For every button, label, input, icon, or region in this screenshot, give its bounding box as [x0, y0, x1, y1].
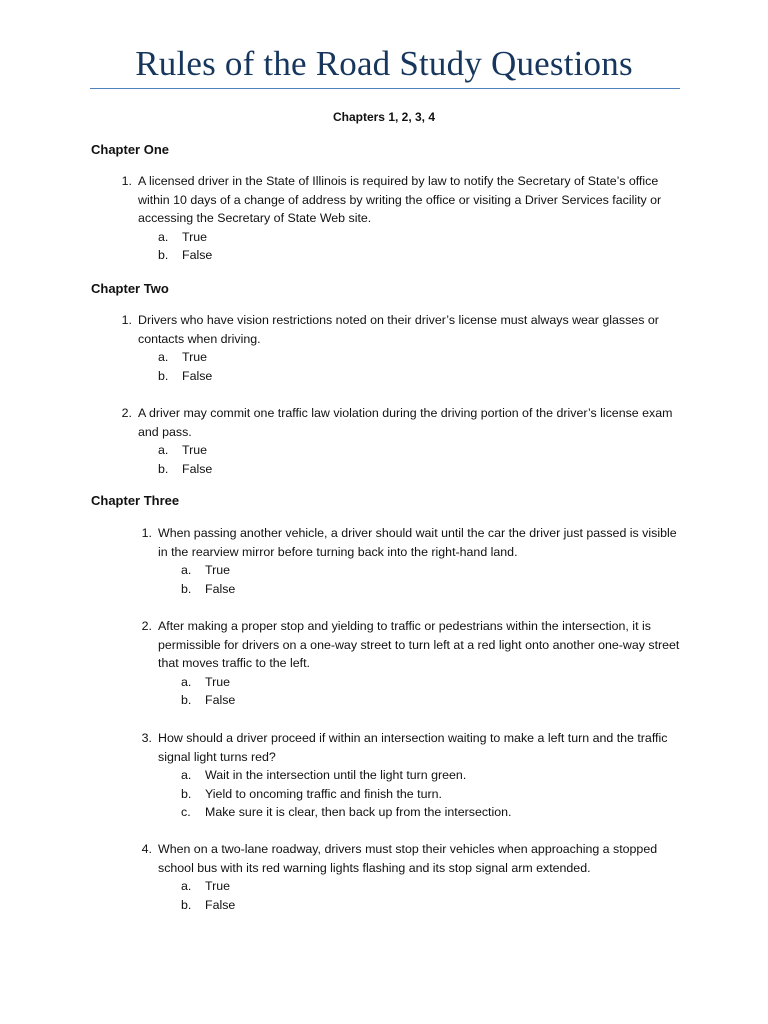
answer-options: [181, 561, 684, 598]
question-text: A licensed driver in the State of Illinois is required by law to notify the Secretary of State’s office within 10 days of a change of address by writing the office or visiting a Driver Services facility or accessing the Secretary of State Web site.: [138, 174, 662, 225]
option-text: True: [205, 563, 231, 577]
option-text: True: [182, 229, 208, 244]
answer-option: [158, 441, 684, 460]
option-letter: a.: [158, 229, 169, 244]
question-item: [114, 311, 684, 385]
question-text: A driver may commit one traffic law violation during the driving portion of the driver’s license exam and pass.: [138, 406, 673, 439]
chapter-heading: Chapter Two: [91, 281, 169, 296]
option-text: True: [182, 350, 208, 364]
answer-option: [158, 460, 684, 479]
option-letter: a.: [181, 674, 192, 689]
answer-option: [158, 367, 684, 386]
option-text: False: [182, 461, 213, 476]
option-letter: b.: [158, 461, 169, 476]
page-subtitle: Chapters 1, 2, 3, 4: [332, 110, 436, 124]
question-text: How should a driver proceed if within an intersection waiting to make a left turn and the traffic signal light turns red?: [158, 731, 668, 764]
option-letter: b.: [181, 693, 192, 707]
option-text: True: [205, 674, 231, 689]
option-letter: b.: [158, 248, 169, 262]
question-item: [134, 617, 684, 710]
option-text: False: [182, 368, 213, 383]
question-item: [114, 404, 684, 478]
answer-option: [181, 580, 684, 599]
question-number: 1.: [121, 174, 132, 188]
option-letter: a.: [181, 768, 192, 782]
question-number: 4.: [141, 842, 152, 856]
question-text: Drivers who have vision restrictions noted on their driver’s license must always wear glasses or contacts when driving.: [138, 313, 659, 346]
option-text: Yield to oncoming traffic and finish the turn.: [205, 786, 442, 801]
option-text: False: [205, 897, 236, 912]
option-text: False: [205, 693, 236, 707]
option-text: True: [205, 879, 231, 893]
question-number: 2.: [141, 619, 152, 633]
page-title: Rules of the Road Study Questions: [135, 44, 633, 83]
answer-option: [181, 896, 684, 915]
question-item: [114, 172, 684, 265]
answer-option: [181, 561, 684, 580]
chapter-heading: Chapter One: [91, 142, 170, 157]
option-letter: b.: [158, 368, 169, 383]
answer-option: [158, 228, 684, 247]
answer-options: [158, 348, 684, 385]
answer-option: [181, 877, 684, 896]
option-letter: a.: [181, 563, 192, 577]
option-letter: b.: [181, 786, 192, 801]
question-number: 1.: [141, 526, 152, 540]
answer-option: [158, 348, 684, 367]
title-divider: [90, 88, 680, 89]
answer-option: [181, 673, 684, 692]
option-letter: b.: [181, 581, 192, 596]
option-text: Make sure it is clear, then back up from the intersection.: [205, 805, 512, 819]
answer-options: [181, 766, 684, 822]
question-text: When passing another vehicle, a driver should wait until the car the driver just passed is visible in the rearview mirror before turning back into the right-hand land.: [158, 526, 677, 559]
answer-options: [181, 673, 684, 710]
question-item: [134, 729, 684, 822]
option-text: False: [182, 248, 213, 262]
option-letter: a.: [158, 443, 169, 457]
answer-option: [181, 785, 684, 804]
option-text: True: [182, 443, 208, 457]
option-letter: a.: [181, 879, 192, 893]
question-number: 3.: [141, 731, 152, 745]
question-text: After making a proper stop and yielding to traffic or pedestrians within the intersection, it is permissible for drivers on a one-way street to turn left at a red light onto another one-way street that moves traffic to the left.: [158, 619, 680, 670]
option-text: Wait in the intersection until the light turn green.: [205, 768, 467, 782]
option-letter: c.: [181, 805, 191, 819]
question-item: [134, 524, 684, 598]
answer-options: [181, 877, 684, 914]
question-item: [134, 840, 684, 914]
answer-option: [181, 691, 684, 710]
answer-option: [158, 246, 684, 265]
question-number: 2.: [121, 406, 132, 420]
option-text: False: [205, 581, 236, 596]
question-text: When on a two-lane roadway, drivers must stop their vehicles when approaching a stopped school bus with its red warning lights flashing and its stop signal arm extended.: [158, 842, 658, 875]
option-letter: b.: [181, 897, 192, 912]
answer-options: [158, 441, 684, 478]
option-letter: a.: [158, 350, 169, 364]
question-number: 1.: [121, 313, 132, 327]
chapter-heading: Chapter Three: [91, 493, 180, 508]
answer-options: [158, 228, 684, 265]
answer-option: [181, 766, 684, 785]
answer-option: [181, 803, 684, 822]
